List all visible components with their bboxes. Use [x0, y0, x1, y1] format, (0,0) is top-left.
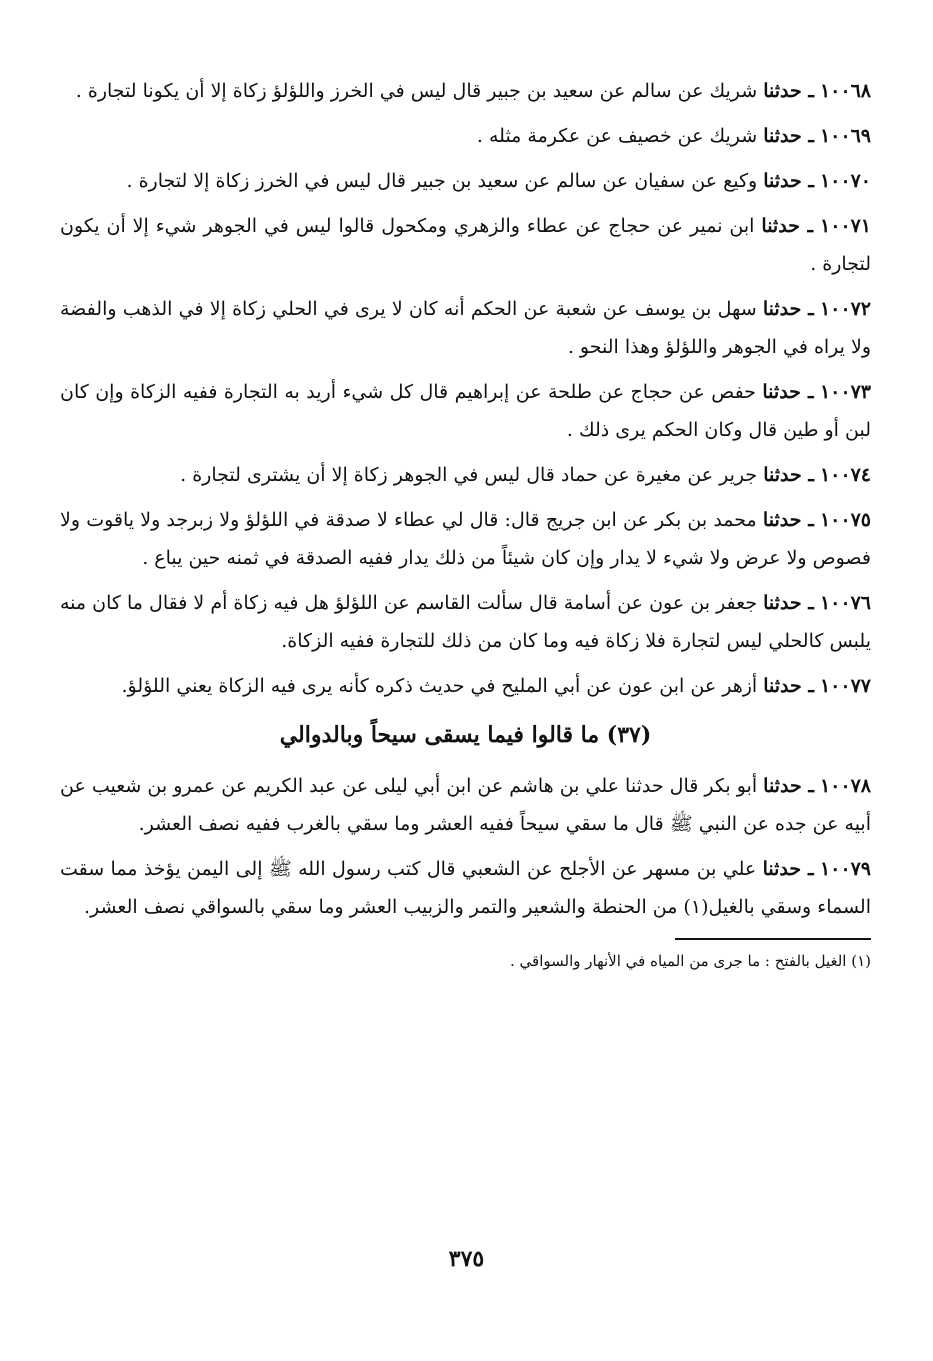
hadith-label: ـ حدثنا	[761, 215, 814, 237]
chapter-title: (٣٧) ما قالوا فيما يسقى سيحاً وبالدوالي	[279, 722, 652, 748]
page-number: ٣٧٥	[448, 1246, 485, 1272]
hadith-text: حفص عن حجاج عن طلحة عن إبراهيم قال كل شيء أريد به التجارة ففيه الزكاة وإن كان لبن أو طين قال وكان الحكم يرى ذلك .	[60, 381, 871, 441]
hadith-text: شريك عن خصيف عن عكرمة مثله .	[476, 125, 764, 147]
hadith-number: ١٠٠٧٩	[819, 858, 871, 880]
footnote-separator	[675, 938, 871, 940]
hadith-text: وكيع عن سفيان عن سالم عن سعيد بن جبير قال ليس في الخرز زكاة إلا لتجارة .	[126, 170, 764, 192]
hadith-entry	[60, 456, 871, 494]
hadith-number: ١٠٠٦٨	[819, 80, 871, 102]
hadith-number: ١٠٠٧٠	[819, 170, 871, 192]
hadith-entry	[60, 501, 871, 577]
hadith-label: ـ حدثنا	[763, 170, 814, 192]
hadith-number: ١٠٠٧٧	[819, 675, 871, 697]
hadith-number: ١٠٠٧٤	[819, 464, 871, 486]
hadith-entry	[60, 850, 871, 926]
hadith-number: ١٠٠٧٥	[819, 509, 871, 531]
hadith-entry	[60, 373, 871, 449]
hadith-text: أزهر عن ابن عون عن أبي المليح في حديث ذكره كأنه يرى فيه الزكاة يعني اللؤلؤ.	[121, 675, 764, 697]
hadith-text: جعفر بن عون عن أسامة قال سألت القاسم عن اللؤلؤ هل فيه زكاة أم لا فقال ما كان منه يلبس كالحلي ليس لتجارة فلا زكاة فيه وما كان من ذلك للتجارة ففيه الزكاة.	[60, 592, 871, 652]
hadith-number: ١٠٠٧٨	[819, 775, 871, 797]
hadith-label: ـ حدثنا	[763, 125, 814, 147]
hadith-label: ـ حدثنا	[762, 858, 814, 880]
hadith-text: ابن نمير عن حجاج عن عطاء والزهري ومكحول قالوا ليس في الجوهر شيء إلا أن يكون لتجارة .	[60, 215, 871, 275]
hadith-entry	[60, 667, 871, 705]
hadith-number: ١٠٠٧٢	[819, 298, 871, 320]
hadith-number: ١٠٠٦٩	[819, 125, 871, 147]
hadith-list	[60, 72, 871, 705]
hadith-entry	[60, 584, 871, 660]
hadith-entry	[60, 72, 871, 110]
hadith-text: أبو بكر قال حدثنا علي بن هاشم عن ابن أبي ليلى عن عبد الكريم عن عمرو بن شعيب عن أبيه عن جده عن النبي ﷺ قال ما سقي سيحاً ففيه العشر وما سقي بالغرب ففيه نصف العشر.	[60, 775, 871, 835]
hadith-entry	[60, 290, 871, 366]
hadith-label: ـ حدثنا	[762, 509, 814, 531]
hadith-number: ١٠٠٧٦	[819, 592, 871, 614]
hadith-label: ـ حدثنا	[763, 675, 814, 697]
hadith-label: ـ حدثنا	[762, 381, 814, 403]
hadith-text: سهل بن يوسف عن شعبة عن الحكم أنه كان لا يرى في الحلي زكاة إلا في الذهب والفضة ولا يراه في الجوهر واللؤلؤ وهذا النحو .	[60, 298, 871, 358]
footnote: (١) الغيل بالفتح : ما جرى من المياه في الأنهار والسواقي .	[510, 952, 871, 970]
hadith-label: ـ حدثنا	[763, 592, 814, 614]
hadith-label: ـ حدثنا	[762, 298, 814, 320]
hadith-text: محمد بن بكر عن ابن جريج قال: قال لي عطاء لا صدقة في اللؤلؤ ولا زبرجد ولا ياقوت ولا فصوص ولا عرض ولا شيء لا يدار وإن كان شيئاً من ذلك يدار ففيه الصدقة في ثمنه حين يباع .	[60, 509, 871, 569]
hadith-entry	[60, 117, 871, 155]
hadith-number: ١٠٠٧٣	[819, 381, 871, 403]
hadith-list	[60, 767, 871, 926]
hadith-number: ١٠٠٧١	[819, 215, 872, 237]
hadith-text: جرير عن مغيرة عن حماد قال ليس في الجوهر زكاة إلا أن يشترى لتجارة .	[180, 464, 764, 486]
hadith-entry	[60, 207, 871, 283]
hadith-entry	[60, 767, 871, 843]
hadith-label: ـ حدثنا	[763, 464, 814, 486]
hadith-label: ـ حدثنا	[763, 80, 814, 102]
hadith-text: علي بن مسهر عن الأجلح عن الشعبي قال كتب رسول الله ﷺ إلى اليمن يؤخذ مما سقت السماء وسقي بالغيل(١) من الحنطة والشعير والتمر والزبيب العشر وما سقي بالسواقي نصف العشر.	[60, 858, 871, 918]
hadith-text: شريك عن سالم عن سعيد بن جبير قال ليس في الخرز واللؤلؤ زكاة إلا أن يكونا لتجارة .	[75, 80, 764, 102]
hadith-entry	[60, 162, 871, 200]
hadith-label: ـ حدثنا	[763, 775, 814, 797]
